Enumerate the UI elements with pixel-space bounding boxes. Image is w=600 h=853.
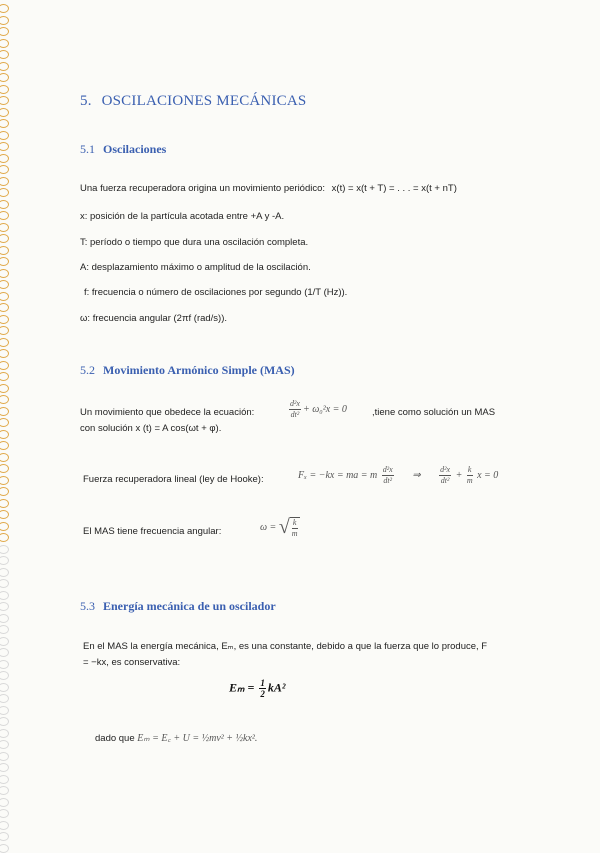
paragraph-text: = −kx, es conservativa:	[83, 657, 181, 668]
fraction	[259, 678, 266, 699]
binding-ring	[0, 407, 9, 416]
fraction	[467, 465, 473, 486]
text-line: Una fuerza recuperadora origina un movimiento periódico:	[80, 183, 326, 194]
binding-ring	[0, 660, 9, 669]
binding-ring	[0, 556, 9, 565]
numerator: 1	[260, 678, 265, 688]
numerator: d²x	[440, 465, 451, 474]
section-number: 5.3	[80, 599, 95, 613]
section-title: Energía mecánica de un oscilador	[103, 599, 276, 613]
binding-ring	[0, 821, 9, 830]
equation-right: kA²	[267, 680, 286, 695]
paragraph	[80, 183, 457, 194]
binding-ring	[0, 499, 9, 508]
binding-ring	[0, 614, 9, 623]
paragraph-text: Un movimiento que obedece la ecuación:	[80, 407, 255, 418]
binding-ring	[0, 441, 9, 450]
binding-ring	[0, 533, 9, 542]
text-line: dado que	[95, 733, 135, 744]
numerator: k	[292, 517, 297, 527]
fraction	[382, 465, 394, 486]
binding-ring	[0, 292, 9, 301]
binding-ring	[0, 211, 9, 220]
binding-ring	[0, 487, 9, 496]
binding-ring	[0, 579, 9, 588]
binding-ring	[0, 73, 9, 82]
binding-ring	[0, 269, 9, 278]
numerator: d²x	[290, 399, 300, 408]
binding-ring	[0, 326, 9, 335]
section-title: Oscilaciones	[103, 142, 167, 156]
equation-rest: + ω₀²x = 0	[302, 403, 347, 415]
numerator: d²x	[382, 465, 393, 474]
binding-ring	[0, 27, 9, 36]
binding-ring	[0, 96, 9, 105]
binding-ring	[0, 131, 9, 140]
binding-ring	[0, 50, 9, 59]
binding-ring	[0, 637, 9, 646]
binding-ring	[0, 591, 9, 600]
binding-ring	[0, 200, 9, 209]
binding-ring	[0, 522, 9, 531]
section-heading-oscilaciones	[80, 142, 166, 157]
binding-ring	[0, 246, 9, 255]
binding-ring	[0, 763, 9, 772]
hooke-law-label: Fuerza recuperadora lineal (ley de Hooke):	[83, 474, 264, 485]
binding-ring	[0, 223, 9, 232]
energy-equation	[229, 678, 285, 699]
definition-omega: ω: frecuencia angular (2πf (rad/s)).	[80, 313, 228, 324]
binding-ring	[0, 62, 9, 71]
paragraph-text: En el MAS la energía mecánica, Eₘ, es una constante, debido a que la fuerza que lo produce, F	[83, 641, 488, 652]
binding-ring	[0, 119, 9, 128]
binding-ring	[0, 395, 9, 404]
binding-ring	[0, 602, 9, 611]
binding-ring	[0, 372, 9, 381]
binding-ring	[0, 671, 9, 680]
plus-sign: +	[455, 469, 463, 481]
binding-ring	[0, 706, 9, 715]
chapter-title	[80, 93, 306, 110]
binding-ring	[0, 234, 9, 243]
angular-frequency-equation	[260, 516, 300, 539]
binding-ring	[0, 361, 9, 370]
denominator: m	[291, 528, 298, 538]
binding-ring	[0, 832, 9, 841]
denominator: dt²	[290, 410, 300, 419]
hooke-equation	[298, 465, 498, 486]
energy-sum-equation: Eₘ = E꜀ + U = ½mv² + ½kx².	[137, 733, 258, 744]
section-number: 5.2	[80, 363, 95, 377]
denominator: 2	[260, 689, 265, 699]
binding-ring	[0, 752, 9, 761]
equation-left: Eₘ =	[229, 680, 255, 695]
binding-ring	[0, 177, 9, 186]
binding-ring	[0, 4, 9, 13]
definition-f: f: frecuencia o número de oscilaciones por segundo (1/T (Hz)).	[84, 287, 348, 298]
binding-ring	[0, 809, 9, 818]
denominator: dt²	[383, 476, 393, 485]
fraction	[292, 518, 298, 539]
binding-ring	[0, 476, 9, 485]
notebook-binding	[0, 0, 14, 848]
binding-ring	[0, 154, 9, 163]
binding-ring	[0, 108, 9, 117]
implies-symbol: ⇒	[412, 469, 421, 481]
binding-ring	[0, 16, 9, 25]
binding-ring	[0, 384, 9, 393]
chapter-number: 5.	[80, 93, 92, 109]
fraction	[289, 399, 301, 420]
binding-ring	[0, 165, 9, 174]
binding-ring	[0, 648, 9, 657]
binding-ring	[0, 775, 9, 784]
binding-ring	[0, 717, 9, 726]
section-heading-mas	[80, 363, 295, 378]
binding-ring	[0, 315, 9, 324]
binding-ring	[0, 625, 9, 634]
paragraph-text: ,tiene como solución un MAS	[372, 407, 496, 418]
binding-ring	[0, 545, 9, 554]
binding-ring	[0, 142, 9, 151]
energy-sum-line	[95, 730, 257, 744]
paragraph-text: con solución x (t) = A cos(ωt + φ).	[80, 423, 222, 434]
binding-ring	[0, 786, 9, 795]
equation-left: ω =	[260, 521, 277, 533]
binding-ring	[0, 844, 9, 853]
binding-ring	[0, 280, 9, 289]
binding-ring	[0, 453, 9, 462]
binding-ring	[0, 740, 9, 749]
binding-ring	[0, 303, 9, 312]
angular-frequency-label: El MAS tiene frecuencia angular:	[83, 526, 222, 537]
binding-ring	[0, 188, 9, 197]
binding-ring	[0, 257, 9, 266]
definition-x: x: posición de la partícula acotada entre +A y -A.	[80, 211, 285, 222]
denominator: dt²	[440, 476, 450, 485]
binding-ring	[0, 568, 9, 577]
binding-ring	[0, 39, 9, 48]
numerator: k	[467, 465, 472, 474]
binding-ring	[0, 510, 9, 519]
square-root: √ $\frac{k}{m}$	[278, 516, 298, 538]
binding-ring	[0, 418, 9, 427]
binding-ring	[0, 85, 9, 94]
section-title: Movimiento Armónico Simple (MAS)	[103, 363, 295, 377]
binding-ring	[0, 694, 9, 703]
periodic-equation: x(t) = x(t + T) = . . . = x(t + nT)	[331, 183, 457, 194]
binding-ring	[0, 729, 9, 738]
chapter-title-text: OSCILACIONES MECÁNICAS	[101, 93, 307, 109]
section-heading-energia	[80, 599, 276, 614]
definition-A: A: desplazamiento máximo o amplitud de la oscilación.	[80, 262, 311, 273]
section-number: 5.1	[80, 142, 95, 156]
binding-ring	[0, 683, 9, 692]
binding-ring	[0, 798, 9, 807]
binding-ring	[0, 464, 9, 473]
denominator: m	[466, 476, 473, 485]
equation-left: Fₓ = −kx = ma = m	[298, 469, 378, 481]
differential-equation	[287, 399, 347, 420]
binding-ring	[0, 430, 9, 439]
binding-ring	[0, 349, 9, 358]
equation-end: x = 0	[477, 469, 499, 481]
binding-ring	[0, 338, 9, 347]
fraction	[439, 465, 451, 486]
definition-T: T: período o tiempo que dura una oscilación completa.	[80, 237, 309, 248]
